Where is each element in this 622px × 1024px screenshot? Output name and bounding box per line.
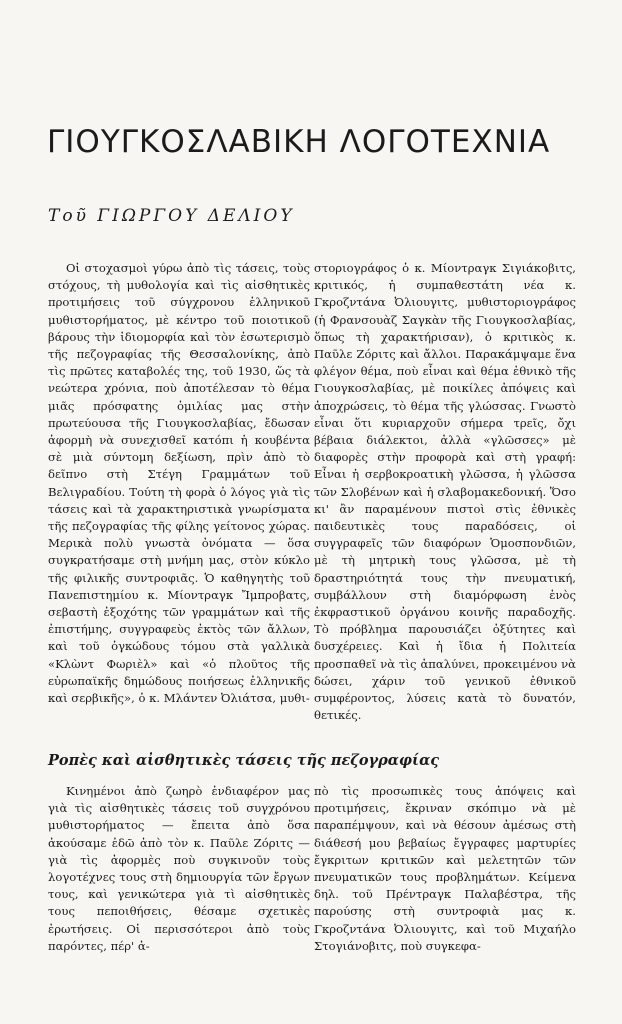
article-title: ΓΙΟΥΓΚΟΣΛΑΒΙΚΗ ΛΟΓΟΤΕΧΝΙΑ [47, 124, 551, 160]
article-byline: Τοῦ ΓΙΩΡΓΟΥ ΔΕΛΙΟΥ [48, 206, 295, 226]
section-paragraph-left: Κινημένοι ἀπὸ ζωηρὸ ἐνδιαφέρον μας γιὰ τὶς αἰσθητικὲς τάσεις τοῦ συγχρόνου μυθιστορήματος — ἔπειτα ἀπὸ ὅσα ἀκούσαμε ἐδῶ ἀπὸ τὸν κ. Παῦλε Ζόριτς — γιὰ τὶς ἀφορμὲς ποὺ συγκινοῦν τοὺς λογοτέχνες τους στὴ δημιουργία τῶν ἔργων τους, καὶ γενικώτερα γιὰ τὶ αἰσθητικὲς τους πεποιθήσεις, θέσαμε σχετικὲς ἐρωτήσεις. Οἱ περισσότεροι ἀπὸ τοὺς παρόντες, πέρ' ἀ- [48, 784, 310, 953]
section-subheading: Ροπὲς καὶ αἰσθητικὲς τάσεις τῆς πεζογραφίας [48, 752, 440, 769]
intro-column-right [314, 260, 576, 724]
intro-paragraph-left: Οἱ στοχασμοὶ γύρω ἀπὸ τὶς τάσεις, τοὺς στόχους, τὴ μυθολογία καὶ τὶς αἰσθητικὲς προτιμήσεις τοῦ σύγχρονου ἑλληνικοῦ μυθιστορήματος, μὲ κέντρο τοῦ ποιοτικοῦ βάρους τὴν ἰδιομορφία καὶ τὸν ἐσωτερισμὸ τῆς πεζογραφίας τῆς Θεσσαλονίκης, ἀπὸ τὶς πρῶτες καταβολές της, τοῦ 1930, ὥς τὰ νεώτερα χρόνια, ποὺ ἀποτέλεσαν τὸ θέμα μιᾶς πρόσφατης ὁμιλίας μας στὴν πρωτεύουσα τῆς Γιουγκοσλαβίας, ἔδωσαν ἀφορμὴ νὰ συνεχισθεῖ κατόπι ἡ κουβέντα σὲ μιὰ σύντομη δεξίωση, πρὶν ἀπὸ τὸ δεῖπνο στὴ Στέγη Γραμμάτων τοῦ Βελιγραδίου. Τούτη τὴ φορὰ ὁ λόγος γιὰ τὶς τάσεις καὶ τὰ χαρακτηριστικὰ γνωρίσματα τῆς πεζογραφίας τῆς φίλης γείτονος χώρας. Μερικὰ πολὺ γνωστὰ ὀνόματα — ὅσα συγκρατήσαμε στὴ μνήμη μας, στὸν κύκλο τῆς φιλικῆς συντροφιᾶς. Ὁ καθηγητὴς τοῦ Πανεπιστημίου κ. Μίοντραγκ Ἴμπροβατς, σεβαστὴ ἐξοχότης τῶν γραμμάτων καὶ τῆς ἐπιστήμης, συγγραφεὺς ἐκτὸς τῶν ἄλλων, καὶ τοῦ ὀγκώδους τόμου στὰ γαλλικὰ «Κλὼντ Φωριὲλ» καὶ «ὁ πλοῦτος τῆς εὐρωπαϊκῆς δημώδους ποιήσεως ἑλληνικῆς καὶ σερβικῆς», ὁ κ. Μλάντεν Ὀλιάτσα, μυθι- [48, 261, 310, 706]
section-paragraph-right: πὸ τὶς προσωπικὲς τους ἀπόψεις καὶ προτιμήσεις, ἔκριναν σκόπιμο νὰ μὲ παραπέμψουν, καὶ νὰ θέσουν ἀμέσως στὴ διάθεσή μου βεβαίως ἔγγραφες μαρτυρίες ἔγκριτων κριτικῶν καὶ μελετητῶν τῶν πνευματικῶν τους προβλημάτων. Κείμενα δηλ. τοῦ Πρέντραγκ Παλαβέστρα, τῆς παρούσης στὴ συντροφιὰ μας κ. Γκροζντάνα Ὀλιουγιτς, καὶ τοῦ Μιχαήλο Στογιάνοβιτς, ποὺ συγκεφα- [314, 784, 576, 953]
intro-column-left [48, 260, 310, 707]
section-column-right [314, 783, 576, 955]
intro-paragraph-right: στοριογράφος ὁ κ. Μίοντραγκ Σιγιάκοβιτς, κριτικός, ἡ συμπαθεστάτη νέα κ. Γκροζντάνα Ὀλιουγιτς, μυθιστοριογράφος (ἡ Φρανσουὰζ Σαγκὰν τῆς Γιουγκοσλαβίας, ὅπως τὴ χαρακτήρισαν), ὁ κριτικὸς κ. Παῦλε Ζόριτς καὶ ἄλλοι. Παρακάμψαμε ἕνα φλέγον θέμα, ποὺ εἶναι καὶ θέμα ἐθνικὸ τῆς Γιουγκοσλαβίας, μὲ ποικίλες ἀπόψεις καὶ ἀποχρώσεις, τὸ θέμα τῆς γλώσσας. Γνωστὸ εἶναι ὅτι κυριαρχοῦν σήμερα τρεῖς, ὄχι βέβαια διάλεκτοι, ἀλλὰ «γλῶσσες» μὲ διαφορὲς στὴν προφορὰ καὶ στὴ γραφή: Εἶναι ἡ σερβοκροατικὴ γλῶσσα, ἡ γλῶσσα τῶν Σλοβένων καὶ ἡ σλαβομακεδονική. Ὅσο κι' ἂν παραμένουν πιστοὶ στὶς ἐθνικὲς παιδευτικὲς τους παραδόσεις, οἱ συγγραφεῖς τῶν διαφόρων Ὁμοσπονδιῶν, μὲ τὴ μητρικὴ τους γλῶσσα, μὲ τὴ δραστηριότητά τους τὴν πνευματική, συμβάλλουν στὴ διαμόρφωση ἑνὸς ἐκφραστικοῦ ὀργάνου κοινῆς παραδοχῆς. Τὸ πρόβλημα παρουσιάζει ὀξύτητες καὶ δυσχέρειες. Καὶ ἡ ἴδια ἡ Πολιτεία προσπαθεῖ νὰ τὶς ἀπαλύνει, προκειμένου νὰ δώσει, χάριν τοῦ γενικοῦ ἐθνικοῦ συμφέροντος, λύσεις κατὰ τὸ δυνατόν, θετικές. [314, 261, 576, 723]
section-column-left [48, 783, 310, 955]
